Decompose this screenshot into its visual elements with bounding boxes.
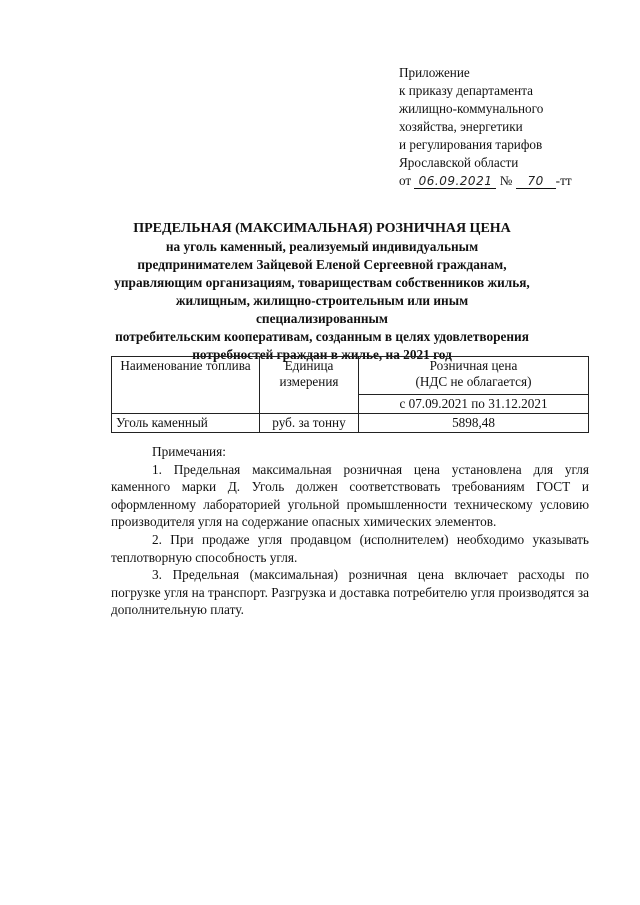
table-row	[112, 414, 589, 433]
cell-unit: руб. за тонну	[260, 414, 359, 433]
appendix-line: хозяйства, энергетики	[399, 119, 523, 134]
order-reference	[399, 172, 614, 190]
header-fuel-name: Наименование топлива	[112, 357, 260, 414]
appendix-block	[399, 64, 614, 190]
appendix-line: и регулирования тарифов	[399, 137, 543, 152]
note-item: 2. При продаже угля продавцом (исполнителем) необходимо указывать теплотворную способность угля.	[111, 531, 589, 565]
title-line: жилищным, жилищно-строительным или иным специализированным	[175, 293, 469, 326]
notes-section	[111, 443, 589, 619]
note-item: 1. Предельная максимальная розничная цена установлена для угля каменного марки Д. Уголь должен соответствовать требованиям ГОСТ и оформленному лабораторией угольной промышленности техническому условию производителя угля на содержание опасных химических элементов.	[111, 461, 589, 530]
title-line: потребительским кооперативам, созданным в целях удовлетворения	[115, 329, 529, 344]
document-title	[112, 220, 532, 364]
title-line: предпринимателем Зайцевой Еленой Сергеевной гражданам,	[137, 257, 507, 272]
note-item: 3. Предельная (максимальная) розничная цена включает расходы по погрузке угля на транспорт. Разгрузка и доставка потребителю угля производятся за дополнительную плату.	[111, 567, 589, 618]
appendix-line: Ярославской области	[399, 155, 519, 170]
order-prefix: от	[399, 173, 412, 188]
cell-fuel: Уголь каменный	[112, 414, 260, 433]
title-line: на уголь каменный, реализуемый индивидуальным	[165, 239, 479, 254]
table-header-row	[112, 357, 589, 395]
notes-heading: Примечания:	[152, 444, 226, 459]
appendix-line: к приказу департамента	[399, 83, 533, 98]
title-heading: ПРЕДЕЛЬНАЯ (МАКСИМАЛЬНАЯ) РОЗНИЧНАЯ ЦЕНА	[133, 221, 511, 236]
title-line: потребностей граждан в жилье, на 2021 год	[192, 347, 452, 362]
title-line: управляющим организациям, товариществам собственников жилья,	[114, 275, 530, 290]
appendix-line: Приложение	[399, 65, 470, 80]
header-retail-price-label: Розничная цена	[429, 358, 518, 373]
order-suffix: -тт	[555, 173, 572, 188]
header-unit: Единица измерения	[260, 357, 359, 414]
price-table	[111, 356, 589, 433]
order-number-label: №	[499, 173, 513, 188]
order-date-handwritten: 06.09.2021	[414, 174, 496, 189]
header-retail-price	[359, 357, 589, 395]
appendix-line: жилищно-коммунального	[399, 101, 544, 116]
cell-price: 5898,48	[359, 414, 589, 433]
header-vat-note: (НДС не облагается)	[415, 374, 532, 389]
header-period: с 07.09.2021 по 31.12.2021	[359, 395, 589, 414]
order-number-handwritten: 70	[516, 174, 556, 189]
